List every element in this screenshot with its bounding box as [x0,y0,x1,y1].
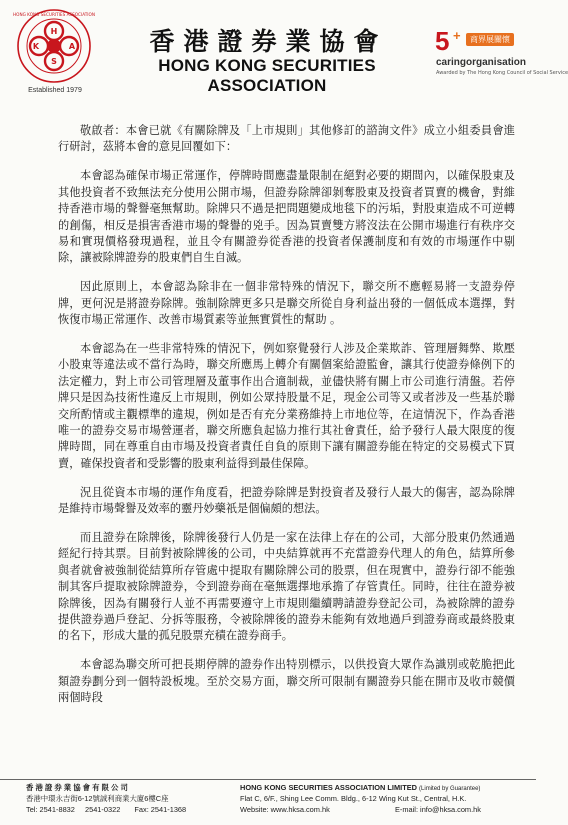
footer-email[interactable]: E-mail: info@hksa.com.hk [395,805,481,814]
footer-phone: Tel: 2541-8832 2541-0322 Fax: 2541-1368 [26,805,187,814]
svg-text:S: S [51,57,57,66]
letter-paragraph: 因此原則上，本會認為除非在一個非常特殊的情況下，聯交所不應輕易將一支證券停牌，更何況是將證券除牌。強制除牌更多只是聯交所從自身利益出發的一個低成本選擇，對恢復市場正常運作、改善市場質素等並無實質性的幫助 。 [58,280,515,327]
letter-paragraph: 本會認為確保市場正常運作，停牌時間應盡量限制在絕對必要的期間內，以確保股東及其他投資者不致無法充分使用公開市場，但證券除牌卻剝奪股東及投資者買賣的機會，對維持香港市場的聲譽毫無幫助。除牌只不過是把問題變成地毯下的污垢，對股東造成不可逆轉的創傷，相反是損害香港市場的聲譽的兇手。因為買賣雙方將沒法在公開市場進行有秩序交易和實現價格發現過程，並且令有關證券從香港的投資者保護制度和有效的市場運作中剔除，讓被除牌證券的股東們自生自滅。 [58,169,515,265]
org-name-chinese: 香港證券業協會 [149,27,388,56]
footer-address-en: Flat C, 6/F., Shing Lee Comm. Bldg., 6-12 Wing Kut St., Central, H.K. [240,794,467,803]
svg-text:HONG KONG SECURITIES ASSOCIATI: HONG KONG SECURITIES ASSOCIATION [13,12,95,17]
caring-title: caringorganisation [436,57,527,68]
letter-paragraph: 而且證券在除牌後，除牌後發行人仍是一家在法律上存在的公司，大部分股東仍然通過經紀行持其票。目前對被除牌後的公司，中央結算就再不充當證券代理人的角色，結算所參與者就會被強制從結算所存管處中提取有關除牌公司的股票，但在現實中，證券行卻不能強制其客戶提取被除牌證券，令到證券商在毫無選擇地承擔了存管責任。同時，往往在證券被除牌後，因為有關發行人並不再需要遵守上市規則繼續聘請證券登記公司，為被除牌的證券提供證券過戶登記、分拆等服務，令被除牌後的證券未能夠有效地過戶到證券商或最終股東的名下，形成大量的孤兒股票充積在證券商手。 [58,531,515,643]
org-name-english: HONG KONG SECURITIES ASSOCIATION [158,56,376,95]
svg-text:A: A [68,42,76,51]
letter-body [58,123,515,719]
footer-company-en: HONG KONG SECURITIES ASSOCIATION LIMITED (Limited by Guarantee) [240,783,481,792]
caring-badge: 商界展關懷 [466,33,514,46]
letter-greeting: 敬啟者：本會已就《有關除牌及「上市規則」其他修訂的諮詢文件》成立小組委員會進行研討，茲將本會的意見回覆如下： [58,124,515,154]
footer-divider [0,779,536,780]
caring-subtitle: Awarded by The Hong Kong Council of Social Service [436,70,568,76]
letter-paragraph: 本會認為在一些非常特殊的情況下，例如察覺發行人涉及企業欺詐、管理層舞弊、欺壓小股東等違法或不當行為時，聯交所應馬上轉介有關個案給證監會，讓其行使證券條例下的法定權力，對上市公司管理層及董事作出合適制裁，並儘快將有關上市公司進行清盤。若停牌只是因為技術性違反上市規則，例如公眾持股量不足，現金公司等又或者涉及一些基於聯交所酌情或主觀標準的違規，例如是否有充分業務維持上市地位等，在這情況下，作為香港唯一的證券交易市場營運者，聯交所應負起協力推行其社會責任，給予發行人最大限度的復牌時間，同在尊重自由市場及投資者責任自負的原則下讓有關證券能在特定的交易模式下買賣，確保投資者和受影響的股東利益得到最佳保障。 [58,341,515,470]
svg-text:H: H [50,27,58,36]
footer-address-zh: 香港中環永吉街6-12號誠利商業大廈6樓C座 [26,794,169,803]
established-year: Established 1979 [28,87,82,94]
svg-text:K: K [32,42,40,51]
letter-footer [0,781,536,825]
hksa-seal-logo [13,8,95,84]
letter-paragraph: 況且從資本市場的運作角度看，把證券除牌是對投資者及發行人最大的傷害，認為除牌是維持市場聲譽及效率的靈丹妙藥祇是個偏頗的想法。 [58,485,515,516]
footer-company-zh: 香 港 證 券 業 協 會 有 限 公 司 [26,783,128,792]
letterhead [0,0,568,112]
caring-plus-sign: + [453,28,461,43]
caring-years-number: 5 [435,26,450,56]
caring-organisation-logo [433,26,568,80]
footer-website[interactable]: Website: www.hksa.com.hk [240,805,330,814]
letter-paragraph: 本會認為聯交所可把長期停牌的證券作出特別標示，以供投資大眾作為識別或乾脆把此類證券劃分到一個特設板塊。至於交易方面，聯交所可限制有關證券只能在開市及收市競價兩個時段 [58,658,515,705]
